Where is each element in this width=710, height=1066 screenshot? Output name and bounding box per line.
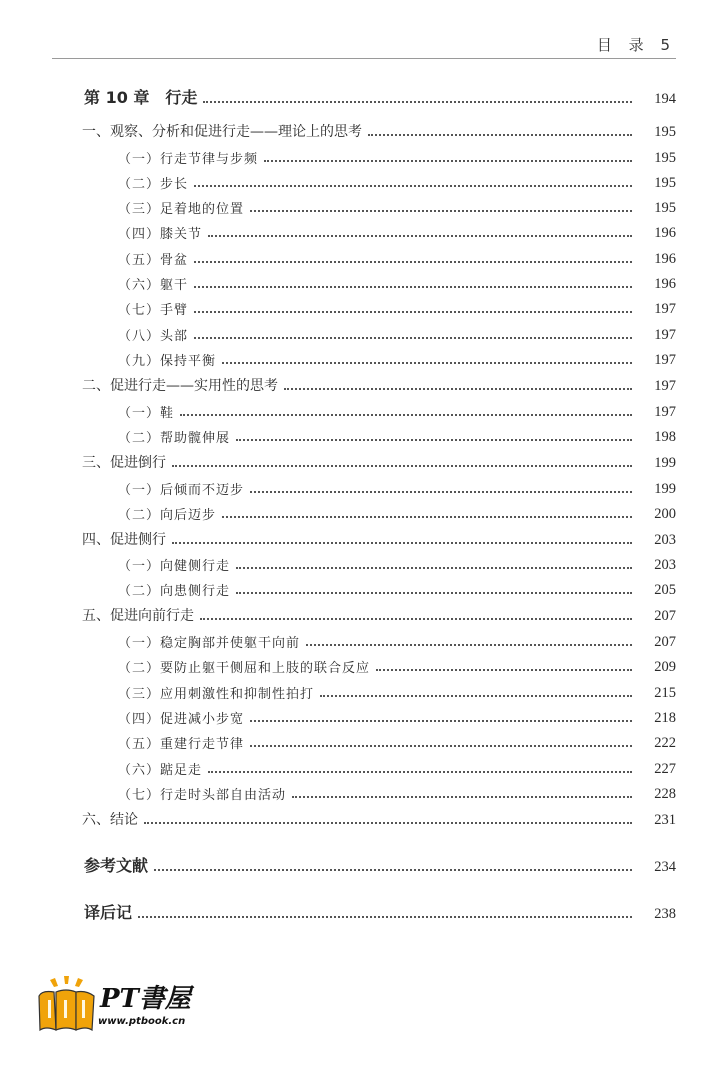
dot-leader [284, 388, 632, 390]
toc-entry [0, 195, 710, 217]
toc-entry [0, 654, 710, 676]
book-logo-icon [36, 974, 98, 1034]
toc-entry-page: 195 [654, 150, 676, 166]
dot-leader [250, 491, 632, 493]
toc-entry-page: 199 [654, 481, 676, 497]
dot-leader [194, 337, 632, 339]
toc-entry [0, 476, 710, 498]
dot-leader [200, 618, 632, 620]
toc-entry-page: 238 [654, 906, 676, 922]
dot-leader [320, 695, 632, 697]
toc-entry-label: 一、观察、分析和促进行走——理论上的思考 [82, 124, 362, 140]
toc-entry-label: 四、促进侧行 [82, 532, 166, 548]
toc-entry [0, 170, 710, 192]
toc-entry [0, 577, 710, 599]
toc-entry [0, 220, 710, 242]
toc-entry-page: 205 [654, 582, 676, 598]
dot-leader [194, 185, 632, 187]
toc-entry-page: 234 [654, 859, 676, 875]
dot-leader [222, 516, 632, 518]
dot-leader [144, 822, 632, 824]
toc-entry-page: 231 [654, 812, 676, 828]
toc-entry [0, 756, 710, 778]
toc-entry-page: 196 [654, 276, 676, 292]
toc-entry [0, 347, 710, 369]
logo [36, 974, 216, 1036]
toc-entry-label: （九）保持平衡 [118, 354, 217, 369]
toc-entry-label: （三）应用刺激性和抑制性拍打 [118, 687, 315, 702]
toc-entry [0, 145, 710, 167]
toc-entry-page: 203 [654, 532, 676, 548]
dot-leader [154, 869, 632, 871]
dot-leader [203, 101, 632, 103]
toc-entry-page: 222 [654, 735, 676, 751]
toc-entry [0, 450, 710, 472]
toc-entry-label: （四）膝关节 [118, 227, 203, 242]
toc-entry-page: 198 [654, 429, 676, 445]
toc-entry-page: 199 [654, 455, 676, 471]
dot-leader [138, 916, 632, 918]
dot-leader [236, 567, 632, 569]
toc-entry [0, 781, 710, 803]
toc-entry-label: （六）躯干 [118, 278, 189, 293]
toc-entry-label: 参考文献 [84, 856, 149, 875]
toc-entry [0, 629, 710, 651]
toc-entry [0, 86, 710, 108]
toc-entry-label: （七）手臂 [118, 303, 189, 318]
toc-entry-page: 196 [654, 225, 676, 241]
toc-entry-label: （五）骨盆 [118, 253, 189, 268]
dot-leader [264, 160, 632, 162]
toc-entry [0, 246, 710, 268]
toc-entry-label: （四）促进减小步宽 [118, 712, 245, 727]
toc-entry-label: 二、促进行走——实用性的思考 [82, 378, 278, 394]
toc-entry [0, 552, 710, 574]
header-text: 目 录 5 [596, 36, 676, 54]
dot-leader [222, 362, 632, 364]
dot-leader [180, 414, 632, 416]
toc-entry [0, 854, 710, 876]
toc-entry [0, 322, 710, 344]
toc-entry-label: （六）踮足走 [118, 763, 203, 778]
toc-entry-page: 195 [654, 175, 676, 191]
toc-entry-page: 200 [654, 506, 676, 522]
dot-leader [172, 465, 632, 467]
toc-entry-page: 195 [654, 200, 676, 216]
toc-entry-page: 197 [654, 352, 676, 368]
toc-entry-label: 译后记 [84, 903, 133, 922]
toc-entry-page: 194 [654, 91, 676, 107]
toc-entry [0, 730, 710, 752]
toc-entry-page: 197 [654, 327, 676, 343]
toc-entry [0, 271, 710, 293]
toc-entry-page: 197 [654, 301, 676, 317]
toc-entry [0, 296, 710, 318]
dot-leader [236, 592, 632, 594]
dot-leader [194, 286, 632, 288]
toc-entry [0, 501, 710, 523]
toc-entry [0, 399, 710, 421]
toc-entry-page: 196 [654, 251, 676, 267]
toc-entry-page: 197 [654, 378, 676, 394]
toc-entry [0, 901, 710, 923]
toc-entry-label: （二）帮助髋伸展 [118, 431, 231, 446]
toc-entry-page: 197 [654, 404, 676, 420]
toc-entry [0, 119, 710, 141]
toc-entry [0, 373, 710, 395]
toc-entry [0, 807, 710, 829]
dot-leader [172, 542, 632, 544]
dot-leader [250, 210, 632, 212]
toc-entry [0, 527, 710, 549]
toc-entry-label: （七）行走时头部自由活动 [118, 788, 287, 803]
toc-entry-page: 228 [654, 786, 676, 802]
toc-entry-label: （三）足着地的位置 [118, 202, 245, 217]
toc-entry-label: （五）重建行走节律 [118, 737, 245, 752]
toc-entry-label: （二）向患侧行走 [118, 584, 231, 599]
toc-entry-page: 203 [654, 557, 676, 573]
toc-entry-label: 六、结论 [82, 812, 138, 828]
logo-url: www.ptbook.cn [98, 1016, 186, 1027]
toc-entry-page: 215 [654, 685, 676, 701]
dot-leader [208, 771, 632, 773]
toc-entry [0, 424, 710, 446]
toc-entry-label: （二）步长 [118, 177, 189, 192]
toc-entry-label: （一）后倾而不迈步 [118, 483, 245, 498]
toc-entry-label: （二）要防止躯干侧屈和上肢的联合反应 [118, 661, 371, 676]
toc-entry-page: 218 [654, 710, 676, 726]
dot-leader [236, 439, 632, 441]
toc-entry-label: （一）鞋 [118, 406, 175, 421]
dot-leader [250, 720, 632, 722]
toc-entry-label: （八）头部 [118, 329, 189, 344]
toc-entry-page: 195 [654, 124, 676, 140]
dot-leader [194, 311, 632, 313]
toc-entry-page: 207 [654, 608, 676, 624]
toc-entry-page: 209 [654, 659, 676, 675]
toc-entry-label: （二）向后迈步 [118, 508, 217, 523]
toc-entry-label: （一）行走节律与步频 [118, 152, 259, 167]
dot-leader [194, 261, 632, 263]
toc-entry [0, 680, 710, 702]
dot-leader [306, 644, 632, 646]
toc-entry-label: 第 10 章 行走 [84, 88, 198, 107]
toc-entry-label: （一）向健侧行走 [118, 559, 231, 574]
toc-entry-label: （一）稳定胸部并使躯干向前 [118, 636, 301, 651]
toc-entry-page: 207 [654, 634, 676, 650]
dot-leader [292, 796, 632, 798]
toc-entry-label: 三、促进倒行 [82, 455, 166, 471]
toc-entry [0, 603, 710, 625]
dot-leader [376, 669, 632, 671]
dot-leader [368, 134, 632, 136]
toc-entry-label: 五、促进向前行走 [82, 608, 194, 624]
logo-name: PT書屋 [100, 984, 191, 1014]
toc-entry [0, 705, 710, 727]
dot-leader [250, 745, 632, 747]
toc-entry-page: 227 [654, 761, 676, 777]
dot-leader [208, 235, 632, 237]
